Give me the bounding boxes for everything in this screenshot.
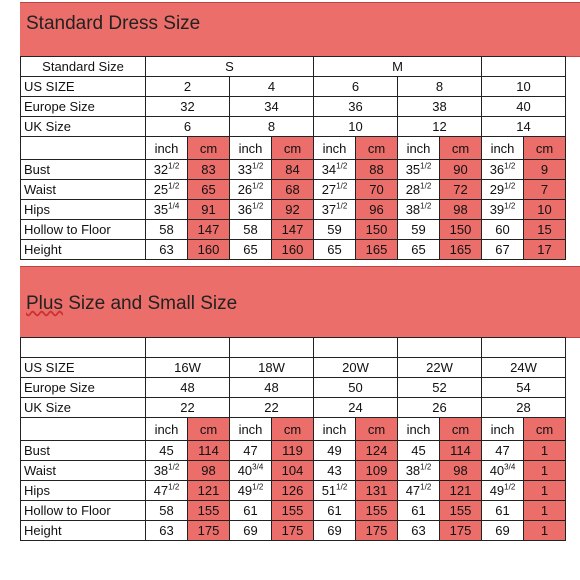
uk-size-value: 6	[146, 117, 230, 137]
cm-value: 10	[524, 200, 566, 220]
cm-value: 121	[440, 481, 482, 501]
cm-value: 165	[440, 240, 482, 260]
uk-size-label: UK Size	[21, 398, 146, 418]
us-size-value: 2	[146, 77, 230, 97]
standard-size-title-bar	[20, 2, 580, 57]
inch-whole: 67	[495, 242, 510, 257]
unit-inch: inch	[146, 137, 188, 160]
inch-value	[482, 501, 524, 521]
europe-size-value: 50	[314, 378, 398, 398]
cm-value: 175	[188, 521, 230, 541]
plus-measurements	[21, 441, 566, 541]
inch-whole: 45	[411, 443, 426, 458]
measurement-label: Hips	[21, 200, 146, 220]
us-size-value: 4	[230, 77, 314, 97]
cm-value: 1	[524, 521, 566, 541]
inch-fraction: 1/4	[168, 201, 180, 211]
inch-value	[398, 180, 440, 200]
inch-value	[482, 521, 524, 541]
inch-whole: 60	[495, 222, 510, 237]
standard-size-title: Standard Dress Size	[26, 13, 201, 34]
unit-cm: cm	[272, 137, 314, 160]
inch-whole: 47	[243, 443, 258, 458]
europe-size-label: Europe Size	[21, 97, 146, 117]
standard-measurements	[21, 160, 566, 260]
europe-size-value: 32	[146, 97, 230, 117]
europe-size-value: 48	[146, 378, 230, 398]
inch-whole: 65	[411, 242, 426, 257]
inch-whole: 36	[489, 162, 505, 177]
europe-size-value: 48	[230, 378, 314, 398]
inch-value	[314, 240, 356, 260]
uk-size-value: 22	[230, 398, 314, 418]
uk-size-value: 14	[482, 117, 566, 137]
measurement-label: Bust	[21, 441, 146, 461]
inch-whole: 59	[327, 222, 342, 237]
inch-whole: 47	[405, 483, 421, 498]
unit-inch: inch	[314, 418, 356, 441]
uk-size-label: UK Size	[21, 117, 146, 137]
cm-value: 7	[524, 180, 566, 200]
measurement-row	[21, 501, 566, 521]
inch-whole: 65	[243, 242, 258, 257]
inch-fraction: 1/2	[252, 181, 264, 191]
cm-value: 150	[356, 220, 398, 240]
unit-inch: inch	[146, 418, 188, 441]
plus-word: Plus	[26, 293, 63, 314]
inch-fraction: 1/2	[504, 161, 516, 171]
inch-fraction: 1/2	[336, 201, 348, 211]
inch-value	[482, 220, 524, 240]
blank-cell	[398, 338, 482, 358]
unit-inch: inch	[314, 137, 356, 160]
units-blank	[21, 418, 146, 441]
measurement-row	[21, 160, 566, 180]
inch-value	[146, 240, 188, 260]
us-size-value: 20W	[314, 358, 398, 378]
cm-value: 160	[272, 240, 314, 260]
inch-whole: 26	[237, 182, 253, 197]
inch-whole: 63	[159, 523, 174, 538]
inch-whole: 49	[237, 483, 253, 498]
inch-value	[314, 160, 356, 180]
inch-fraction: 1/2	[336, 181, 348, 191]
measurement-row	[21, 220, 566, 240]
cm-value: 155	[356, 501, 398, 521]
uk-size-value: 22	[146, 398, 230, 418]
inch-whole: 69	[327, 523, 342, 538]
inch-value	[230, 200, 272, 220]
cm-value: 1	[524, 481, 566, 501]
inch-value	[482, 160, 524, 180]
cm-value: 15	[524, 220, 566, 240]
europe-size-value: 36	[314, 97, 398, 117]
blank-cell	[314, 338, 398, 358]
units-blank	[21, 137, 146, 160]
cm-value: 126	[272, 481, 314, 501]
inch-whole: 69	[495, 523, 510, 538]
inch-fraction: 1/2	[420, 201, 432, 211]
cm-value: 147	[272, 220, 314, 240]
cm-value: 1	[524, 501, 566, 521]
inch-value	[146, 461, 188, 481]
size-group-s: S	[146, 57, 314, 77]
cm-value: 155	[188, 501, 230, 521]
unit-cm: cm	[524, 418, 566, 441]
inch-whole: 58	[159, 503, 174, 518]
unit-inch: inch	[482, 418, 524, 441]
measurement-row	[21, 441, 566, 461]
cm-value: 98	[188, 461, 230, 481]
measurement-label: Bust	[21, 160, 146, 180]
inch-whole: 40	[489, 463, 505, 478]
inch-fraction: 1/2	[420, 181, 432, 191]
inch-value	[146, 160, 188, 180]
inch-fraction: 1/2	[504, 181, 516, 191]
unit-inch: inch	[230, 137, 272, 160]
cm-value: 155	[272, 501, 314, 521]
inch-whole: 51	[321, 483, 337, 498]
standard-size-label: Standard Size	[21, 57, 146, 77]
inch-whole: 37	[321, 202, 337, 217]
inch-value	[398, 461, 440, 481]
cm-value: 72	[440, 180, 482, 200]
plus-uk-size-row	[21, 398, 566, 418]
inch-value	[230, 180, 272, 200]
cm-value: 91	[188, 200, 230, 220]
inch-whole: 49	[327, 443, 342, 458]
inch-whole: 69	[243, 523, 258, 538]
us-size-row	[21, 77, 566, 97]
inch-whole: 49	[489, 483, 505, 498]
inch-whole: 38	[153, 463, 169, 478]
inch-fraction: 1/2	[336, 482, 348, 492]
inch-fraction: 1/2	[420, 161, 432, 171]
inch-value	[230, 240, 272, 260]
cm-value: 175	[440, 521, 482, 541]
inch-value	[146, 501, 188, 521]
inch-whole: 47	[153, 483, 169, 498]
cm-value: 119	[272, 441, 314, 461]
inch-whole: 58	[159, 222, 174, 237]
measurement-row	[21, 461, 566, 481]
inch-fraction: 3/4	[252, 462, 264, 472]
cm-value: 65	[188, 180, 230, 200]
cm-value: 147	[188, 220, 230, 240]
us-size-value: 8	[398, 77, 482, 97]
europe-size-value: 40	[482, 97, 566, 117]
uk-size-value: 12	[398, 117, 482, 137]
inch-whole: 63	[159, 242, 174, 257]
inch-fraction: 1/2	[504, 201, 516, 211]
inch-whole: 29	[489, 182, 505, 197]
inch-value	[146, 220, 188, 240]
unit-cm: cm	[440, 418, 482, 441]
inch-value	[398, 521, 440, 541]
cm-value: 9	[524, 160, 566, 180]
measurement-label: Waist	[21, 180, 146, 200]
inch-value	[146, 521, 188, 541]
inch-value	[314, 220, 356, 240]
inch-whole: 65	[327, 242, 342, 257]
europe-size-label: Europe Size	[21, 378, 146, 398]
inch-whole: 61	[327, 503, 342, 518]
inch-value	[230, 461, 272, 481]
inch-whole: 38	[405, 202, 421, 217]
europe-size-value: 52	[398, 378, 482, 398]
inch-value	[314, 200, 356, 220]
inch-whole: 39	[489, 202, 505, 217]
unit-inch: inch	[398, 418, 440, 441]
inch-fraction: 1/2	[504, 482, 516, 492]
inch-fraction: 1/2	[168, 462, 180, 472]
measurement-row	[21, 240, 566, 260]
inch-fraction: 1/2	[252, 201, 264, 211]
inch-whole: 33	[237, 162, 253, 177]
cm-value: 1	[524, 461, 566, 481]
unit-cm: cm	[524, 137, 566, 160]
uk-size-value: 24	[314, 398, 398, 418]
inch-value	[314, 441, 356, 461]
inch-value	[482, 180, 524, 200]
blank-cell	[230, 338, 314, 358]
inch-value	[230, 481, 272, 501]
cm-value: 90	[440, 160, 482, 180]
measurement-label: Hollow to Floor	[21, 501, 146, 521]
inch-value	[146, 481, 188, 501]
cm-value: 98	[440, 200, 482, 220]
inch-whole: 47	[495, 443, 510, 458]
inch-value	[482, 240, 524, 260]
inch-whole: 38	[405, 463, 421, 478]
inch-whole: 61	[243, 503, 258, 518]
cm-value: 98	[440, 461, 482, 481]
inch-value	[398, 240, 440, 260]
europe-size-value: 34	[230, 97, 314, 117]
cm-value: 114	[440, 441, 482, 461]
inch-whole: 63	[411, 523, 426, 538]
inch-value	[146, 180, 188, 200]
unit-cm: cm	[188, 137, 230, 160]
cm-value: 92	[272, 200, 314, 220]
inch-value	[482, 200, 524, 220]
uk-size-value: 26	[398, 398, 482, 418]
inch-fraction: 1/2	[168, 161, 180, 171]
unit-inch: inch	[398, 137, 440, 160]
inch-whole: 35	[405, 162, 421, 177]
inch-whole: 45	[159, 443, 174, 458]
inch-value	[230, 501, 272, 521]
uk-size-value: 10	[314, 117, 398, 137]
unit-inch: inch	[230, 418, 272, 441]
measurement-row	[21, 180, 566, 200]
units-row	[21, 137, 566, 160]
inch-whole: 36	[237, 202, 253, 217]
inch-whole: 59	[411, 222, 426, 237]
inch-value	[314, 461, 356, 481]
cm-value: 150	[440, 220, 482, 240]
inch-fraction: 1/2	[252, 482, 264, 492]
plus-size-table	[20, 337, 566, 541]
unit-cm: cm	[440, 137, 482, 160]
plus-size-title-bar	[20, 266, 580, 338]
us-size-value: 6	[314, 77, 398, 97]
europe-size-row	[21, 97, 566, 117]
inch-value	[230, 160, 272, 180]
blank-cell	[146, 338, 230, 358]
inch-fraction: 1/2	[168, 181, 180, 191]
inch-fraction: 1/2	[168, 482, 180, 492]
inch-whole: 28	[405, 182, 421, 197]
size-group-empty	[482, 57, 566, 77]
plus-europe-size-row	[21, 378, 566, 398]
inch-whole: 25	[153, 182, 169, 197]
inch-whole: 34	[321, 162, 337, 177]
cm-value: 155	[440, 501, 482, 521]
standard-size-row	[21, 57, 566, 77]
us-size-label: US SIZE	[21, 358, 146, 378]
inch-whole: 40	[237, 463, 253, 478]
blank-cell	[482, 338, 566, 358]
inch-fraction: 1/2	[252, 161, 264, 171]
inch-fraction: 1/2	[336, 161, 348, 171]
inch-whole: 35	[153, 202, 169, 217]
measurement-label: Hips	[21, 481, 146, 501]
cm-value: 160	[188, 240, 230, 260]
inch-value	[398, 220, 440, 240]
blank-cell	[21, 338, 146, 358]
plus-size-title	[26, 293, 237, 315]
inch-value	[314, 180, 356, 200]
cm-value: 1	[524, 441, 566, 461]
cm-value: 175	[272, 521, 314, 541]
inch-value	[230, 521, 272, 541]
plus-blank-row	[21, 338, 566, 358]
units-row	[21, 418, 566, 441]
europe-size-value: 54	[482, 378, 566, 398]
cm-value: 68	[272, 180, 314, 200]
inch-fraction: 3/4	[504, 462, 516, 472]
measurement-row	[21, 481, 566, 501]
inch-whole: 61	[411, 503, 426, 518]
us-size-value: 24W	[482, 358, 566, 378]
inch-whole: 32	[153, 162, 169, 177]
standard-size-table	[20, 56, 566, 260]
us-size-label: US SIZE	[21, 77, 146, 97]
inch-value	[146, 441, 188, 461]
inch-value	[398, 200, 440, 220]
cm-value: 88	[356, 160, 398, 180]
inch-whole: 43	[327, 463, 342, 478]
inch-whole: 58	[243, 222, 258, 237]
measurement-row	[21, 521, 566, 541]
us-size-value: 16W	[146, 358, 230, 378]
plus-us-size-row	[21, 358, 566, 378]
unit-inch: inch	[482, 137, 524, 160]
us-size-value: 10	[482, 77, 566, 97]
inch-value	[398, 160, 440, 180]
measurement-label: Height	[21, 521, 146, 541]
uk-size-value: 8	[230, 117, 314, 137]
uk-size-row	[21, 117, 566, 137]
measurement-label: Hollow to Floor	[21, 220, 146, 240]
unit-cm: cm	[356, 137, 398, 160]
unit-cm: cm	[188, 418, 230, 441]
cm-value: 121	[188, 481, 230, 501]
cm-value: 114	[188, 441, 230, 461]
uk-size-value: 28	[482, 398, 566, 418]
inch-value	[230, 220, 272, 240]
measurement-label: Waist	[21, 461, 146, 481]
inch-value	[314, 501, 356, 521]
unit-cm: cm	[272, 418, 314, 441]
cm-value: 83	[188, 160, 230, 180]
cm-value: 165	[356, 240, 398, 260]
inch-value	[482, 441, 524, 461]
measurement-row	[21, 200, 566, 220]
inch-fraction: 1/2	[420, 482, 432, 492]
cm-value: 131	[356, 481, 398, 501]
cm-value: 17	[524, 240, 566, 260]
inch-whole: 27	[321, 182, 337, 197]
inch-value	[482, 461, 524, 481]
inch-fraction: 1/2	[420, 462, 432, 472]
inch-value	[146, 200, 188, 220]
cm-value: 175	[356, 521, 398, 541]
europe-size-value: 38	[398, 97, 482, 117]
inch-value	[482, 481, 524, 501]
us-size-value: 22W	[398, 358, 482, 378]
cm-value: 96	[356, 200, 398, 220]
plus-title-rest: Size and Small Size	[62, 293, 238, 314]
inch-value	[398, 501, 440, 521]
cm-value: 109	[356, 461, 398, 481]
inch-value	[398, 441, 440, 461]
inch-value	[314, 521, 356, 541]
inch-value	[314, 481, 356, 501]
measurement-label: Height	[21, 240, 146, 260]
inch-whole: 61	[495, 503, 510, 518]
inch-value	[230, 441, 272, 461]
cm-value: 84	[272, 160, 314, 180]
size-group-m: M	[314, 57, 482, 77]
cm-value: 104	[272, 461, 314, 481]
inch-value	[398, 481, 440, 501]
unit-cm: cm	[356, 418, 398, 441]
cm-value: 124	[356, 441, 398, 461]
cm-value: 70	[356, 180, 398, 200]
us-size-value: 18W	[230, 358, 314, 378]
